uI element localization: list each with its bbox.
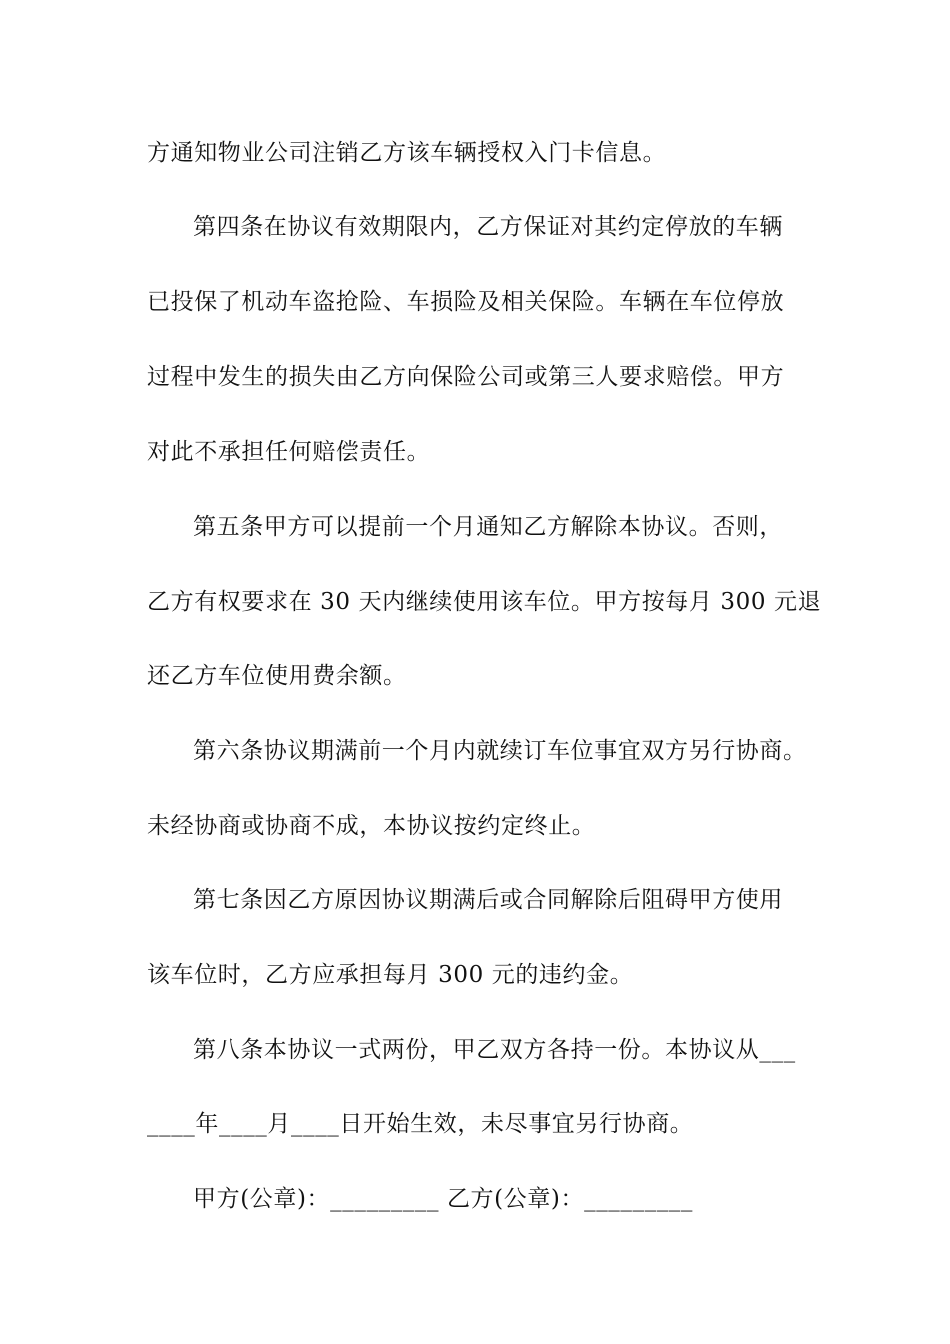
article-4-line-4: 对此不承担任何赔偿责任。 <box>147 439 431 465</box>
article-7-line-2: 该车位时，乙方应承担每月 300 元的违约金。 <box>147 962 634 988</box>
text-line-1: 方通知物业公司注销乙方该车辆授权入门卡信息。 <box>147 140 667 166</box>
article-7-line-1: 第七条因乙方原因协议期满后或合同解除后阻碍甲方使用 <box>193 887 783 913</box>
article-5-line-2: 乙方有权要求在 30 天内继续使用该车位。甲方按每月 300 元退 <box>147 589 822 615</box>
article-4-line-1: 第四条在协议有效期限内，乙方保证对其约定停放的车辆 <box>193 214 783 240</box>
article-5-line-1: 第五条甲方可以提前一个月通知乙方解除本协议。否则， <box>193 514 783 540</box>
article-8-line-2: ____年____月____日开始生效，未尽事宜另行协商。 <box>147 1111 694 1137</box>
article-6-line-2: 未经协商或协商不成，本协议按约定终止。 <box>147 813 596 839</box>
article-6-line-1: 第六条协议期满前一个月内就续订车位事宜双方另行协商。 <box>193 738 807 764</box>
article-8-line-1: 第八条本协议一式两份，甲乙双方各持一份。本协议从___ <box>193 1037 796 1063</box>
signature-line: 甲方(公章)：_________ 乙方(公章)：_________ <box>193 1186 694 1212</box>
article-5-line-3: 还乙方车位使用费余额。 <box>147 663 407 689</box>
article-4-line-3: 过程中发生的损失由乙方向保险公司或第三人要求赔偿。甲方 <box>147 364 785 390</box>
article-4-line-2: 已投保了机动车盗抢险、车损险及相关保险。车辆在车位停放 <box>147 289 785 315</box>
